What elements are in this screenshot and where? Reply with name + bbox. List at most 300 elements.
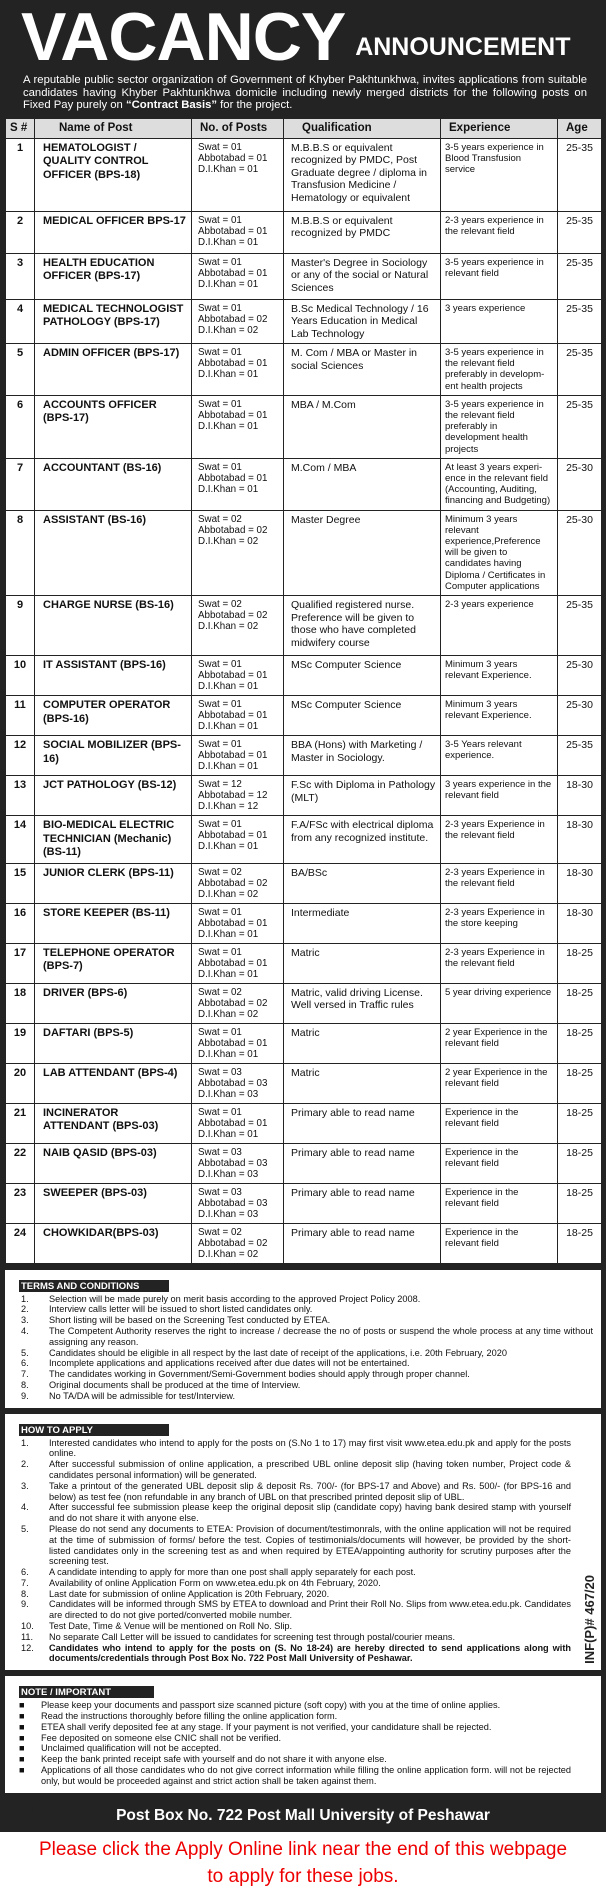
item-text: Candidates will be informed through SMS by ETEA to download and Print their Roll No. Slips from www.etea.edu.pk. Candidates are directed to do not give ported/converted mobile number.: [49, 1599, 571, 1621]
experience: Minimum 3 years relevant Experience.: [441, 696, 558, 736]
post-name: LAB ATTENDANT (BPS-4): [35, 1063, 192, 1103]
post-count-line: Abbotabad = 01: [198, 710, 268, 722]
qualification: Intermediate: [284, 903, 441, 943]
age-limit: 18-30: [558, 776, 602, 816]
experience: 2-3 years Experience in the relevant field: [441, 943, 558, 983]
experience: 2-3 years Experience in the relevant field: [441, 816, 558, 864]
serial-number: 3: [6, 253, 35, 299]
post-count-line: Swat = 01: [198, 461, 242, 473]
bullet-icon: ■: [19, 1765, 25, 1776]
serial-number: 4: [6, 299, 35, 344]
table-row: [6, 395, 602, 458]
post-name: MEDICAL OFFICER BPS-17: [35, 211, 192, 253]
table-row: [6, 1223, 602, 1263]
serial-number: 19: [6, 1023, 35, 1063]
post-count-line: D.I.Khan = 01: [198, 928, 259, 940]
post-count-line: Swat = 02: [198, 1226, 242, 1238]
age-limit: 18-25: [558, 1063, 602, 1103]
col-header-qualification: Qualification: [284, 118, 441, 138]
table-row: [6, 696, 602, 736]
qualification: BBA (Hons) with Marketing / Master in Sociology.: [284, 736, 441, 776]
apply-online-notice: Please click the Apply Online link near the end of this webpage to apply for these jobs.: [38, 1838, 568, 1887]
posts-count: [192, 776, 284, 816]
item-number: 1.: [21, 1437, 29, 1448]
item-text: Short listing will be based on the Screening Test conducted by ETEA.: [49, 1315, 331, 1326]
posts-count: [192, 510, 284, 595]
table-row: [6, 253, 602, 299]
posts-count: [192, 458, 284, 510]
age-limit: 18-25: [558, 1143, 602, 1183]
list-item: [19, 1502, 571, 1524]
serial-number: 22: [6, 1143, 35, 1183]
experience: Experience in the relevant field: [441, 1143, 558, 1183]
post-count-line: Abbotabad = 01: [198, 670, 268, 682]
age-limit: 25-30: [558, 656, 602, 696]
age-limit: 18-25: [558, 1223, 602, 1263]
list-item: [19, 1459, 571, 1481]
item-text: A candidate intending to apply for more than one post shall apply separately for each post.: [49, 1567, 416, 1578]
age-limit: 25-35: [558, 211, 602, 253]
list-item: [19, 1700, 571, 1711]
serial-number: 13: [6, 776, 35, 816]
serial-number: 16: [6, 903, 35, 943]
list-item: [19, 1567, 571, 1578]
item-number: 2.: [21, 1304, 29, 1315]
item-text: Keep the bank printed receipt safe with yourself and do not share it with anyone else.: [41, 1754, 387, 1765]
notes-heading: NOTE / IMPORTANT: [19, 1686, 154, 1698]
posts-count: [192, 1223, 284, 1263]
qualification: MSc Computer Science: [284, 696, 441, 736]
item-number: 3.: [21, 1315, 29, 1326]
post-count-line: Swat = 01: [198, 214, 242, 226]
serial-number: 5: [6, 344, 35, 396]
post-count-line: D.I.Khan = 02: [198, 1008, 259, 1020]
posts-count: [192, 903, 284, 943]
age-limit: 18-30: [558, 816, 602, 864]
item-text: ETEA shall verify deposited fee at any stage. If your payment is not verified, your candidature shall be rejected.: [41, 1721, 492, 1732]
post-count-line: Swat = 01: [198, 739, 242, 751]
post-name: ACCOUNTANT (BS-16): [35, 458, 192, 510]
list-item: [19, 1743, 571, 1754]
post-name: COMPUTER OPERATOR (BPS-16): [35, 696, 192, 736]
table-row: [6, 1063, 602, 1103]
posts-count: [192, 211, 284, 253]
qualification: Matric, valid driving License. Well versed in Traffic rules: [284, 983, 441, 1023]
post-name: DAFTARI (BPS-5): [35, 1023, 192, 1063]
post-count-line: D.I.Khan = 01: [198, 761, 259, 773]
qualification: Primary able to read name: [284, 1183, 441, 1223]
item-text: Interview calls letter will be issued to short listed candidates only.: [49, 1304, 313, 1315]
post-count-line: Abbotabad = 01: [198, 225, 268, 237]
posts-count: [192, 299, 284, 344]
post-name: SOCIAL MOBILIZER (BPS-16): [35, 736, 192, 776]
table-row: [6, 776, 602, 816]
post-count-line: D.I.Khan = 01: [198, 1048, 259, 1060]
qualification: MSc Computer Science: [284, 656, 441, 696]
experience: At least 3 years experi-ence in the relevant field (Accounting, Auditing, financing and Budgeting): [441, 458, 558, 510]
serial-number: 23: [6, 1183, 35, 1223]
post-name: HEMATOLOGIST / QUALITY CONTROL OFFICER (BPS-18): [35, 138, 192, 211]
table-row: [6, 1183, 602, 1223]
post-count-line: Abbotabad = 01: [198, 152, 268, 164]
age-limit: 18-30: [558, 903, 602, 943]
qualification: Matric: [284, 1023, 441, 1063]
table-row: [6, 1103, 602, 1143]
bullet-icon: ■: [19, 1732, 25, 1743]
post-name: ACCOUNTS OFFICER (BPS-17): [35, 395, 192, 458]
table-row: [6, 299, 602, 344]
qualification: M.B.B.S or equivalent recognized by PMDC: [284, 211, 441, 253]
posts-count: [192, 1063, 284, 1103]
list-item: [19, 1438, 571, 1460]
post-count-line: Abbotabad = 01: [198, 957, 268, 969]
post-count-line: D.I.Khan = 02: [198, 888, 259, 900]
qualification: Qualified registered nurse. Preference will be given to those who have completed midwifery course: [284, 596, 441, 656]
item-number: 8.: [21, 1588, 29, 1599]
qualification: Master Degree: [284, 510, 441, 595]
bullet-icon: ■: [19, 1700, 25, 1711]
col-header-name: Name of Post: [35, 118, 192, 138]
item-text: The candidates working in Government/Semi-Government bodies should apply through proper channel.: [49, 1369, 470, 1380]
item-number: 9.: [21, 1599, 29, 1610]
qualification: M.B.B.S or equivalent recognized by PMDC, Post Graduate degree / diploma in Transfusion Medicine / Hematology or equivalent: [284, 138, 441, 211]
experience: 3-5 years experience in the relevant field preferably in developm-ent health projects: [441, 344, 558, 396]
table-header-row: [6, 118, 602, 138]
experience: Minimum 3 years relevant experience,Preference will be given to candidates having Diploma / Certificates in Computer applications: [441, 510, 558, 595]
item-text: Last date for submission of online Application is 20th February, 2020.: [49, 1588, 330, 1599]
table-row: [6, 903, 602, 943]
posts-count: [192, 696, 284, 736]
post-count-line: Abbotabad = 02: [198, 997, 268, 1009]
post-count-line: Swat = 01: [198, 1026, 242, 1038]
item-text: Please do not send any documents to ETEA: Provision of document/testimonrals, with the online application will not be required at the time of submission of forms/ before the test. Copies of testimonials/documents will however, be provided by the short-listed candidates only in the screening test as and when required by ETEA/appointing authority for scrutiny purposes after the screening test.: [49, 1523, 571, 1567]
posts-count: [192, 656, 284, 696]
posts-count: [192, 816, 284, 864]
list-item: [19, 1294, 593, 1305]
list-item: [19, 1722, 571, 1733]
table-row: [6, 344, 602, 396]
item-number: 7.: [21, 1577, 29, 1588]
experience: 3-5 Years relevant experience.: [441, 736, 558, 776]
qualification: BA/BSc: [284, 863, 441, 903]
item-number: 3.: [21, 1480, 29, 1491]
age-limit: 18-25: [558, 1183, 602, 1223]
age-limit: 18-25: [558, 1023, 602, 1063]
table-row: [6, 458, 602, 510]
age-limit: 18-25: [558, 983, 602, 1023]
item-text: Incomplete applications and applications received after due dates will not be entertained.: [49, 1358, 410, 1369]
list-item: [19, 1524, 571, 1567]
qualification: B.Sc Medical Technology / 16 Years Education in Medical Lab Technology: [284, 299, 441, 344]
item-number: 2.: [21, 1459, 29, 1470]
posts-count: [192, 344, 284, 396]
col-header-posts: No. of Posts: [192, 118, 284, 138]
item-number: 10.: [21, 1621, 34, 1632]
reference-number: INF(P)# 467/20: [582, 1575, 597, 1665]
serial-number: 14: [6, 816, 35, 864]
item-number: 4.: [21, 1502, 29, 1513]
table-row: [6, 863, 602, 903]
col-header-age: Age: [558, 118, 602, 138]
item-number: 5.: [21, 1523, 29, 1534]
post-count-line: D.I.Khan = 01: [198, 841, 259, 853]
age-limit: 18-25: [558, 943, 602, 983]
item-text: Candidates who intend to apply for the posts on (S. No 18-24) are hereby directed to send applications along with documents/credentials through Post Box No. 722 Post Mall University of Peshawar.: [49, 1642, 571, 1664]
experience: 2 year Experience in the relevant field: [441, 1063, 558, 1103]
experience: Experience in the relevant field: [441, 1183, 558, 1223]
qualification: Primary able to read name: [284, 1223, 441, 1263]
item-text: Selection will be made purely on merit basis according to the approved Project Policy 2008.: [49, 1293, 421, 1304]
experience: 3-5 years experience in the relevant field preferably in development health projects: [441, 395, 558, 458]
posts-count: [192, 395, 284, 458]
age-limit: 25-30: [558, 510, 602, 595]
post-name: INCINERATOR ATTENDANT (BPS-03): [35, 1103, 192, 1143]
item-text: Read the instructions thoroughly before filling the online application form.: [41, 1711, 338, 1722]
serial-number: 21: [6, 1103, 35, 1143]
age-limit: 25-35: [558, 344, 602, 396]
notes-list: [19, 1700, 571, 1786]
table-row: [6, 1023, 602, 1063]
notes-section: [5, 1676, 601, 1792]
post-count-line: D.I.Khan = 02: [198, 535, 259, 547]
terms-heading: TERMS AND CONDITIONS: [19, 1280, 169, 1292]
post-name: MEDICAL TECHNOLOGIST PATHOLOGY (BPS-17): [35, 299, 192, 344]
post-count-line: Swat = 01: [198, 398, 242, 410]
experience: 3 years experience: [441, 299, 558, 344]
how-to-apply-list: [19, 1438, 571, 1665]
item-text: Take a printout of the generated UBL deposit slip & deposit Rs. 700/- (for BPS-17 and Above) and Rs. 500/- (for BPS-16 and below) as test fee (non refundable in any branch of UBL on that prescribed printed deposit slip of UBL.: [49, 1480, 571, 1502]
item-text: After successful submission of online application, a prescribed UBL online deposit slip (having token number, Project code & candidates personal information) will be generated.: [49, 1459, 571, 1480]
post-count-line: D.I.Khan = 02: [198, 324, 259, 336]
serial-number: 2: [6, 211, 35, 253]
post-name: IT ASSISTANT (BPS-16): [35, 656, 192, 696]
age-limit: 25-35: [558, 395, 602, 458]
item-text: Please keep your documents and passport size scanned picture (soft copy) with you at the time of online applies.: [41, 1700, 501, 1711]
post-count-line: D.I.Khan = 02: [198, 1248, 259, 1260]
age-limit: 18-25: [558, 1103, 602, 1143]
item-number: 1.: [21, 1293, 29, 1304]
posts-count: [192, 736, 284, 776]
list-item: [19, 1326, 593, 1348]
experience: 3 years experience in the relevant field: [441, 776, 558, 816]
posts-count: [192, 863, 284, 903]
post-count-line: Abbotabad = 03: [198, 1077, 268, 1089]
item-number: 11.: [21, 1631, 34, 1642]
post-name: ASSISTANT (BS-16): [35, 510, 192, 595]
post-count-line: Swat = 02: [198, 599, 242, 611]
post-count-line: Abbotabad = 01: [198, 472, 268, 484]
serial-number: 24: [6, 1223, 35, 1263]
post-count-line: Abbotabad = 01: [198, 750, 268, 762]
experience: 2-3 years experience: [441, 596, 558, 656]
age-limit: 25-35: [558, 596, 602, 656]
post-count-line: Abbotabad = 01: [198, 1117, 268, 1129]
post-count-line: Abbotabad = 01: [198, 917, 268, 929]
post-name: CHARGE NURSE (BS-16): [35, 596, 192, 656]
post-name: NAIB QASID (BPS-03): [35, 1143, 192, 1183]
posts-count: [192, 596, 284, 656]
post-count-line: Swat = 01: [198, 347, 242, 358]
serial-number: 9: [6, 596, 35, 656]
post-count-line: D.I.Khan = 03: [198, 1088, 259, 1100]
list-item: [19, 1315, 593, 1326]
post-name: TELEPHONE OPERATOR (BPS-7): [35, 943, 192, 983]
list-item: [19, 1733, 571, 1744]
post-count-line: Swat = 01: [198, 141, 242, 153]
posts-count: [192, 1143, 284, 1183]
item-number: 5.: [21, 1347, 29, 1358]
age-limit: 25-35: [558, 736, 602, 776]
post-count-line: Swat = 03: [198, 1186, 242, 1198]
post-count-line: Swat = 01: [198, 256, 242, 268]
qualification: M. Com / MBA or Master in social Sciences: [284, 344, 441, 396]
post-count-line: Swat = 01: [198, 699, 242, 711]
posts-count: [192, 1023, 284, 1063]
experience: 3-5 years experience in relevant field: [441, 253, 558, 299]
item-text: Test Date, Time & Venue will be mentioned on Roll No. Slip.: [49, 1621, 293, 1632]
qualification: F.Sc with Diploma in Pathology (MLT): [284, 776, 441, 816]
qualification: MBA / M.Com: [284, 395, 441, 458]
terms-list: [19, 1294, 593, 1402]
experience: 5 year driving experience: [441, 983, 558, 1023]
post-count-line: D.I.Khan = 01: [198, 721, 259, 733]
posts-count: [192, 1183, 284, 1223]
list-item: [19, 1711, 571, 1722]
serial-number: 10: [6, 656, 35, 696]
bullet-icon: ■: [19, 1754, 25, 1765]
experience: 2-3 years Experience in the relevant field: [441, 863, 558, 903]
postal-address-bar: Post Box No. 722 Post Mall University of Peshawar: [32, 1799, 574, 1832]
age-limit: 25-35: [558, 299, 602, 344]
serial-number: 17: [6, 943, 35, 983]
list-item: [19, 1621, 571, 1632]
item-number: 6.: [21, 1358, 29, 1369]
post-count-line: D.I.Khan = 03: [198, 1208, 259, 1220]
item-text: Candidates should be eligible in all respect by the last date of receipt of the applications, i.e. 20th February, 2020: [49, 1347, 507, 1358]
post-count-line: Abbotabad = 01: [198, 267, 268, 279]
post-count-line: D.I.Khan = 01: [198, 163, 259, 175]
serial-number: 12: [6, 736, 35, 776]
table-row: [6, 983, 602, 1023]
post-count-line: Swat = 01: [198, 302, 242, 314]
intro-contract-basis: “Contract Basis”: [125, 99, 218, 111]
how-to-apply-section: [5, 1414, 601, 1671]
post-count-line: Swat = 01: [198, 906, 242, 918]
post-count-line: Swat = 01: [198, 819, 242, 831]
post-count-line: Swat = 01: [198, 946, 242, 958]
item-text: Fee deposited on someone else CNIC shall not be verified.: [41, 1732, 282, 1743]
post-count-line: D.I.Khan = 12: [198, 801, 259, 813]
experience: Experience in the relevant field: [441, 1223, 558, 1263]
post-count-line: D.I.Khan = 01: [198, 1128, 259, 1140]
title-vacancy: VACANCY: [21, 0, 346, 75]
table-row: [6, 656, 602, 696]
serial-number: 6: [6, 395, 35, 458]
item-number: 9.: [21, 1390, 29, 1401]
intro-paragraph: [23, 74, 587, 112]
item-text: The Competent Authority reserves the right to increase / decrease the no of posts or suspend the whole process at any time without assigning any reason.: [49, 1325, 593, 1347]
terms-section: [5, 1270, 601, 1408]
list-item: [19, 1348, 593, 1359]
post-count-line: Abbotabad = 12: [198, 790, 268, 802]
post-count-line: Swat = 03: [198, 1066, 242, 1078]
item-text: Interested candidates who intend to apply for the posts on (S.No 1 to 17) may first visit www.etea.edu.pk and apply for the posts online.: [49, 1437, 571, 1459]
list-item: [19, 1391, 593, 1402]
title-announcement: ANNOUNCEMENT: [355, 33, 571, 61]
table-row: [6, 510, 602, 595]
col-header-sno: S #: [6, 118, 35, 138]
list-item: [19, 1643, 571, 1665]
post-name: JUNIOR CLERK (BPS-11): [35, 863, 192, 903]
post-count-line: Swat = 03: [198, 1146, 242, 1158]
qualification: Primary able to read name: [284, 1143, 441, 1183]
post-count-line: Abbotabad = 02: [198, 524, 268, 536]
item-text: Availability of online Application Form on www.etea.edu.pk on 4th February, 2020.: [49, 1577, 381, 1588]
post-count-line: D.I.Khan = 01: [198, 483, 259, 495]
post-name: ADMIN OFFICER (BPS-17): [35, 344, 192, 396]
list-item: [19, 1304, 593, 1315]
table-row: [6, 596, 602, 656]
serial-number: 20: [6, 1063, 35, 1103]
age-limit: 25-35: [558, 253, 602, 299]
post-name: JCT PATHOLOGY (BS-12): [35, 776, 192, 816]
age-limit: 25-30: [558, 458, 602, 510]
serial-number: 1: [6, 138, 35, 211]
qualification: Master's Degree in Sociology or any of the social or Natural Sciences: [284, 253, 441, 299]
list-item: [19, 1481, 571, 1503]
experience: Minimum 3 years relevant Experience.: [441, 656, 558, 696]
post-count-line: D.I.Khan = 01: [198, 968, 259, 980]
posts-count: [192, 138, 284, 211]
post-count-line: Abbotabad = 02: [198, 313, 268, 325]
qualification: Matric: [284, 1063, 441, 1103]
ad-title: [5, 0, 601, 75]
experience: 2 year Experience in the relevant field: [441, 1023, 558, 1063]
vacancy-table: [5, 118, 602, 1264]
experience: 2-3 years Experience in the store keeping: [441, 903, 558, 943]
item-number: 6.: [21, 1567, 29, 1578]
table-row: [6, 211, 602, 253]
post-count-line: Abbotabad = 02: [198, 877, 268, 889]
post-name: CHOWKIDAR(BPS-03): [35, 1223, 192, 1263]
item-text: Unclaimed qualification will not be accepted.: [41, 1743, 222, 1754]
post-count-line: Abbotabad = 03: [198, 1157, 268, 1169]
table-row: [6, 138, 602, 211]
serial-number: 15: [6, 863, 35, 903]
col-header-experience: Experience: [441, 118, 558, 138]
post-count-line: Abbotabad = 02: [198, 610, 268, 622]
post-count-line: Swat = 12: [198, 779, 242, 791]
post-name: HEALTH EDUCATION OFFICER (BPS-17): [35, 253, 192, 299]
table-row: [6, 943, 602, 983]
post-count-line: D.I.Khan = 01: [198, 236, 259, 248]
post-count-line: D.I.Khan = 02: [198, 621, 259, 633]
item-text: After successful fee submission please keep the original deposit slip (candidate copy) having bank desired stamp with yourself and do not share it with anyone else.: [49, 1502, 571, 1524]
list-item: [19, 1369, 593, 1380]
intro-text-end: for the project.: [217, 99, 293, 111]
post-count-line: D.I.Khan = 01: [198, 278, 259, 290]
table-row: [6, 736, 602, 776]
post-count-line: Abbotabad = 01: [198, 1037, 268, 1049]
post-count-line: Abbotabad = 01: [198, 409, 268, 421]
list-item: [19, 1754, 571, 1765]
post-count-line: Abbotabad = 02: [198, 1237, 268, 1249]
item-number: 12.: [21, 1642, 34, 1653]
age-limit: 25-35: [558, 138, 602, 211]
bullet-icon: ■: [19, 1711, 25, 1722]
post-count-line: D.I.Khan = 03: [198, 1168, 259, 1180]
post-count-line: Swat = 02: [198, 513, 242, 525]
